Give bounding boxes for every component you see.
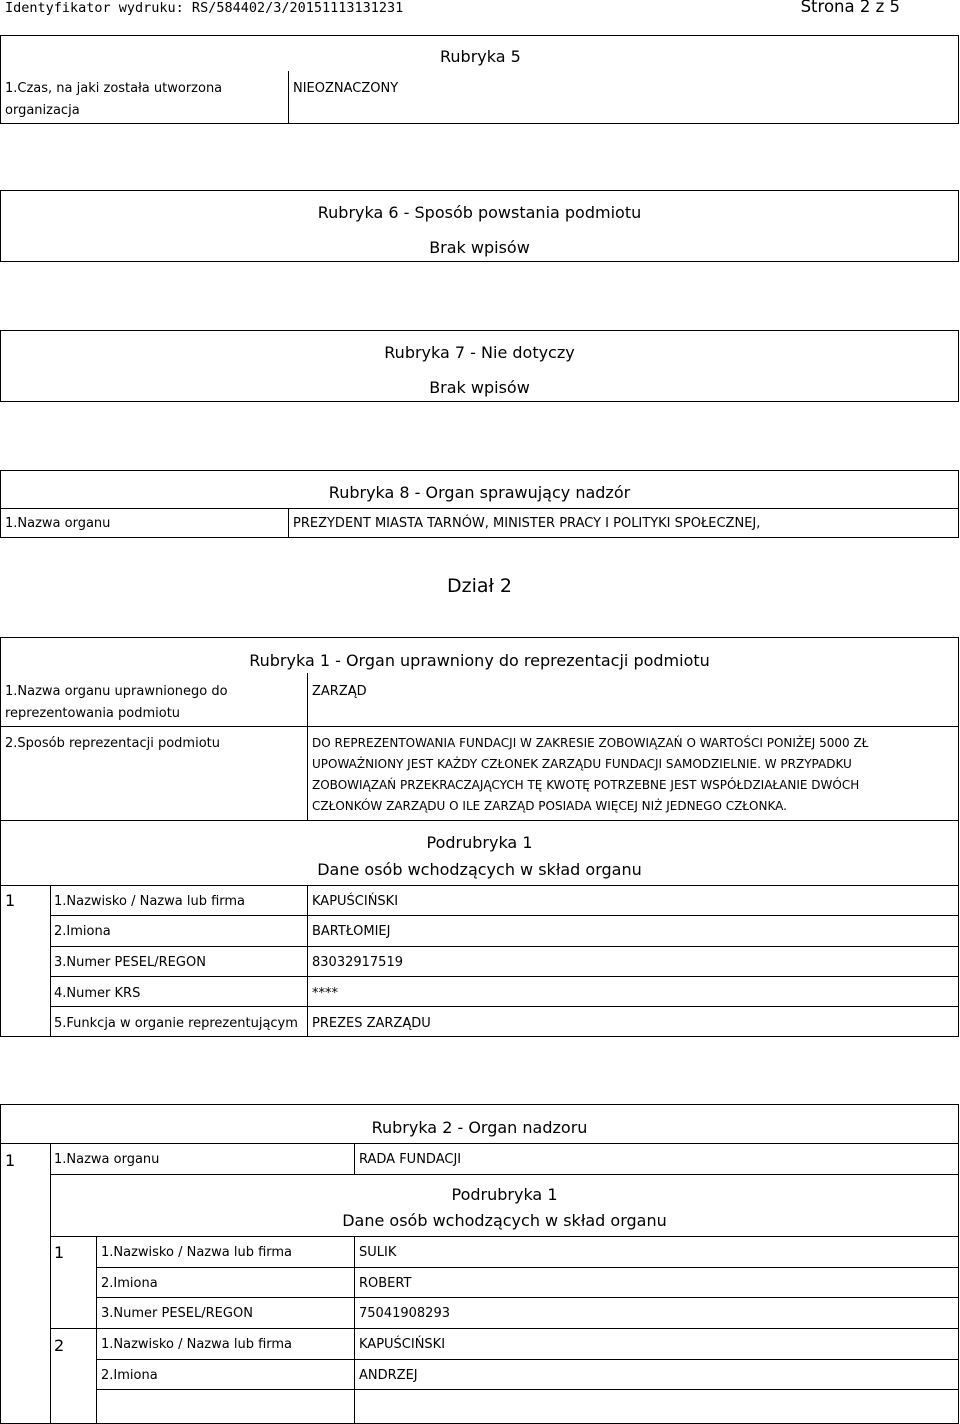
rubryka-6-value: Brak wpisów: [429, 238, 530, 257]
divider: [354, 1143, 355, 1174]
d2-rubryka-2-title: Rubryka 2 - Organ nadzoru: [371, 1118, 588, 1137]
podrubryka-subtitle: Dane osób wchodzących w skład organu: [317, 860, 642, 879]
person-index: 2: [54, 1336, 65, 1355]
person-field-label: 4.Numer KRS: [54, 986, 141, 1001]
person-field-label: 3.Numer PESEL/REGON: [54, 955, 206, 970]
divider: [50, 915, 959, 916]
rubryka-5-title: Rubryka 5: [440, 47, 521, 66]
person-field-value: 83032917519: [312, 955, 403, 970]
method-label: 2.Sposób reprezentacji podmiotu: [5, 736, 220, 751]
person-field-label: 1.Nazwisko / Nazwa lub firma: [101, 1245, 293, 1260]
person-field-value: BARTŁOMIEJ: [312, 924, 391, 939]
divider: [50, 1006, 959, 1007]
divider: [0, 508, 959, 509]
divider: [0, 726, 959, 727]
divider: [0, 885, 959, 886]
divider: [50, 946, 959, 947]
divider: [96, 1267, 959, 1268]
divider: [307, 885, 308, 1037]
divider: [96, 1297, 959, 1298]
section-title: Dział 2: [446, 575, 513, 597]
divider: [50, 976, 959, 977]
person-field-value: KAPUŚCIŃSKI: [312, 894, 399, 909]
divider: [288, 71, 289, 124]
person-field-value: PREZES ZARZĄDU: [312, 1016, 431, 1031]
person-field-value: SULIK: [359, 1245, 397, 1260]
rubryka-8-title: Rubryka 8 - Organ sprawujący nadzór: [328, 483, 631, 502]
divider: [0, 820, 959, 821]
d2-rubryka-1-title: Rubryka 1 - Organ uprawniony do reprezentacji podmiotu: [249, 651, 710, 670]
rubryka-6-title: Rubryka 6 - Sposób powstania podmiotu: [317, 203, 642, 222]
page-number: Strona 2 z 5: [800, 0, 900, 16]
organ-label: 1.Nazwa organu: [54, 1152, 160, 1167]
method-line: CZŁONKÓW ZARZĄDU O ILE ZARZĄD POSIADA WIĘCEJ NIŻ JEDNEGO CZŁONKA.: [312, 799, 787, 813]
person-field-value: ****: [312, 986, 338, 1001]
rubryka-7-value: Brak wpisów: [429, 378, 530, 397]
podrubryka-subtitle: Dane osób wchodzących w skład organu: [342, 1211, 667, 1230]
print-identifier: Identyfikator wydruku: RS/584402/3/20151113131231: [5, 0, 404, 16]
method-value: [312, 733, 952, 817]
person-field-value: ANDRZEJ: [359, 1368, 418, 1383]
person-field-label: 3.Numer PESEL/REGON: [101, 1306, 253, 1321]
organ-label-line1: 1.Nazwa organu uprawnionego do: [5, 684, 228, 699]
method-line: UPOWAŻNIONY JEST KAŻDY CZŁONEK ZARZĄDU FUNDACJI SAMODZIELNIE. W PRZYPADKU: [312, 757, 852, 771]
rubryka-8-value: PREZYDENT MIASTA TARNÓW, MINISTER PRACY I POLITYKI SPOŁECZNEJ,: [293, 516, 761, 531]
podrubryka-title: Podrubryka 1: [426, 833, 533, 852]
divider: [50, 1174, 959, 1175]
person-field-label: 2.Imiona: [101, 1276, 158, 1291]
divider: [96, 1359, 959, 1360]
divider: [96, 1389, 959, 1390]
person-field-label: 2.Imiona: [54, 924, 111, 939]
divider: [288, 508, 289, 538]
method-line: DO REPREZENTOWANIA FUNDACJI W ZAKRESIE ZOBOWIĄZAŃ O WARTOŚCI PONIŻEJ 5000 ZŁ: [312, 736, 869, 750]
divider: [307, 726, 308, 820]
organ-value: RADA FUNDACJI: [359, 1152, 462, 1167]
divider: [307, 673, 308, 726]
method-line: ZOBOWIĄZAŃ PRZEKRACZAJĄCYCH TĘ KWOTĘ POTRZEBNE JEST WSPÓŁDZIAŁANIE DWÓCH: [312, 778, 860, 792]
person-field-label: 1.Nazwisko / Nazwa lub firma: [54, 894, 246, 909]
rubryka-7-title: Rubryka 7 - Nie dotyczy: [384, 343, 575, 362]
podrubryka-title: Podrubryka 1: [451, 1185, 558, 1204]
divider: [354, 1236, 355, 1423]
organ-label-line2: reprezentowania podmiotu: [5, 706, 181, 721]
rubryka-5-label-line1: 1.Czas, na jaki została utworzona: [5, 81, 223, 96]
person-field-value: KAPUŚCIŃSKI: [359, 1337, 446, 1352]
organ-index: 1: [5, 1151, 16, 1170]
divider: [96, 1236, 97, 1423]
divider: [50, 885, 51, 1037]
divider: [50, 1328, 959, 1329]
rubryka-8-label: 1.Nazwa organu: [5, 516, 111, 531]
person-field-label: 2.Imiona: [101, 1368, 158, 1383]
person-field-label: 5.Funkcja w organie reprezentującym: [54, 1016, 298, 1031]
person-field-value: ROBERT: [359, 1276, 412, 1291]
organ-value: ZARZĄD: [312, 684, 367, 699]
person-field-label: 1.Nazwisko / Nazwa lub firma: [101, 1337, 293, 1352]
rubryka-5-label-line2: organizacja: [5, 103, 80, 118]
rubryka-5-value: NIEOZNACZONY: [293, 81, 399, 96]
divider: [0, 1143, 959, 1144]
person-index: 1: [5, 891, 16, 910]
divider: [50, 1236, 959, 1237]
person-index: 1: [54, 1243, 65, 1262]
person-field-value: 75041908293: [359, 1306, 450, 1321]
